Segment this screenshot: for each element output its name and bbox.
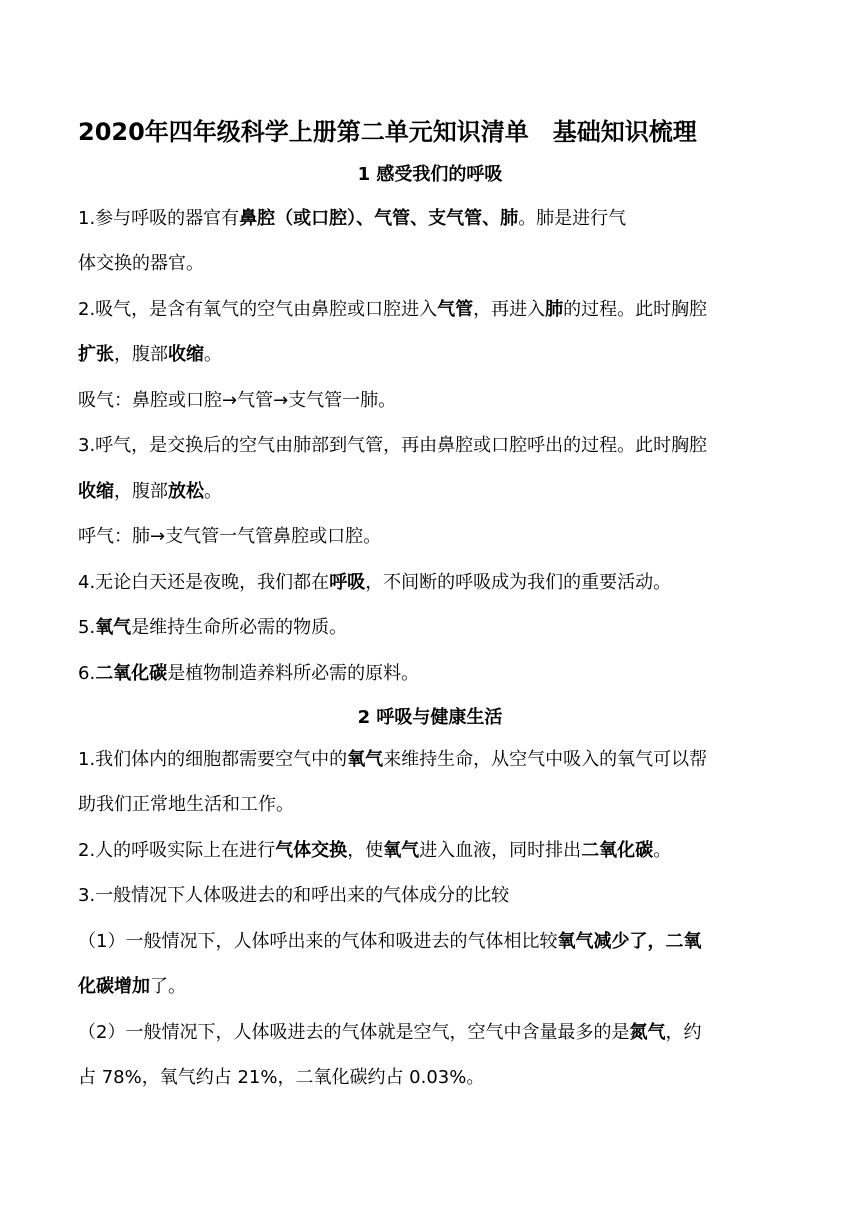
text-span: ，使: [347, 840, 384, 861]
bold-text: 收缩: [78, 481, 114, 502]
bold-text: 气管: [437, 299, 474, 320]
body-line: [78, 1021, 786, 1045]
text-span: 3.呼气，是交换后的空气由肺部到气管，再由鼻腔或口腔呼出的过程。此时胸腔: [78, 435, 708, 456]
text-span: 。肺是进行气: [518, 208, 627, 229]
document-title: 2020年四年级科学上册第二单元知识清单 基础知识梳理: [78, 118, 697, 146]
text-span: ，腹部: [114, 481, 168, 502]
body-line: [78, 975, 786, 999]
body-line: [78, 662, 786, 686]
bold-text: 呼吸: [329, 572, 366, 593]
text-span: （2）一般情况下，人体吸进去的气体就是空气，空气中含量最多的是: [78, 1022, 630, 1043]
text-span: 助我们正常地生活和工作。: [78, 794, 294, 815]
bold-text: 二氧化碳: [95, 663, 168, 684]
bold-text: 氧气: [95, 617, 132, 638]
bold-text: 鼻腔（或口腔）、气管、支气管、肺: [239, 208, 519, 229]
body-line: [78, 571, 786, 595]
section-heading-2: 2 呼吸与健康生活: [357, 707, 503, 728]
text-span: 2.吸气，是含有氧气的空气由鼻腔或口腔进入: [78, 299, 438, 320]
bold-text: 化碳增加: [78, 976, 150, 997]
text-span: 是植物制造养料所必需的原料。: [167, 663, 420, 684]
text-span: 。: [653, 840, 672, 861]
text-span: ，不间断的呼吸成为我们的重要活动。: [365, 572, 672, 593]
text-span: 体交换的器官。: [78, 253, 204, 274]
text-span: 5.: [78, 617, 96, 638]
body-line: [78, 839, 786, 863]
body-line: [78, 616, 786, 640]
bold-text: 氧气: [347, 749, 384, 770]
text-span: 。: [204, 344, 222, 365]
bold-text: 收缩: [168, 344, 204, 365]
body-line: [78, 930, 786, 954]
body-line: [78, 884, 786, 908]
bold-text: 气体交换: [275, 840, 348, 861]
text-span: 1.参与呼吸的器官有: [78, 208, 240, 229]
text-span: 2.人的呼吸实际上在进行: [78, 840, 276, 861]
body-line: [78, 1066, 786, 1090]
body-line: [78, 793, 786, 817]
text-span: 进入血液，同时排出: [419, 840, 582, 861]
body-line: [78, 298, 786, 322]
body-line: [78, 748, 786, 772]
text-span: 的过程。此时胸腔: [563, 299, 708, 320]
text-span: 6.: [78, 663, 96, 684]
bold-text: 氮气: [629, 1022, 666, 1043]
body-line: [78, 207, 786, 231]
text-span: ，约: [665, 1022, 702, 1043]
text-span: 了。: [150, 976, 186, 997]
text-span: 呼气：肺→支气管一气管鼻腔或口腔。: [78, 526, 382, 547]
text-span: 。: [204, 481, 222, 502]
bold-text: 氧气减少了，二氧: [557, 931, 702, 952]
body-line: [78, 343, 786, 367]
body-line: [78, 480, 786, 504]
bold-text: 放松: [168, 481, 204, 502]
bold-text: 氧气: [383, 840, 420, 861]
text-span: 来维持生命，从空气中吸入的氧气可以帮: [383, 749, 708, 770]
text-span: 4.无论白天还是夜晚，我们都在: [78, 572, 330, 593]
body-line: [78, 434, 786, 458]
text-span: 吸气：鼻腔或口腔→气管→支气管一肺。: [78, 390, 397, 411]
text-span: ，腹部: [114, 344, 168, 365]
text-span: 是维持生命所必需的物质。: [131, 617, 348, 638]
text-span: 1.我们体内的细胞都需要空气中的: [78, 749, 348, 770]
text-span: （1）一般情况下，人体呼出来的气体和吸进去的气体相比较: [78, 931, 558, 952]
bold-text: 扩张: [78, 344, 114, 365]
bold-text: 肺: [545, 299, 564, 320]
body-line: [78, 252, 786, 276]
text-span: 3.一般情况下人体吸进去的和呼出来的气体成分的比较: [78, 885, 510, 906]
body-line: [78, 525, 786, 549]
text-span: ，再进入: [473, 299, 546, 320]
body-line: [78, 389, 786, 413]
bold-text: 二氧化碳: [581, 840, 654, 861]
text-span: 占 78%，氧气约占 21%，二氧化碳约占 0.03%。: [78, 1067, 485, 1088]
section-heading-1: 1 感受我们的呼吸: [357, 164, 503, 185]
